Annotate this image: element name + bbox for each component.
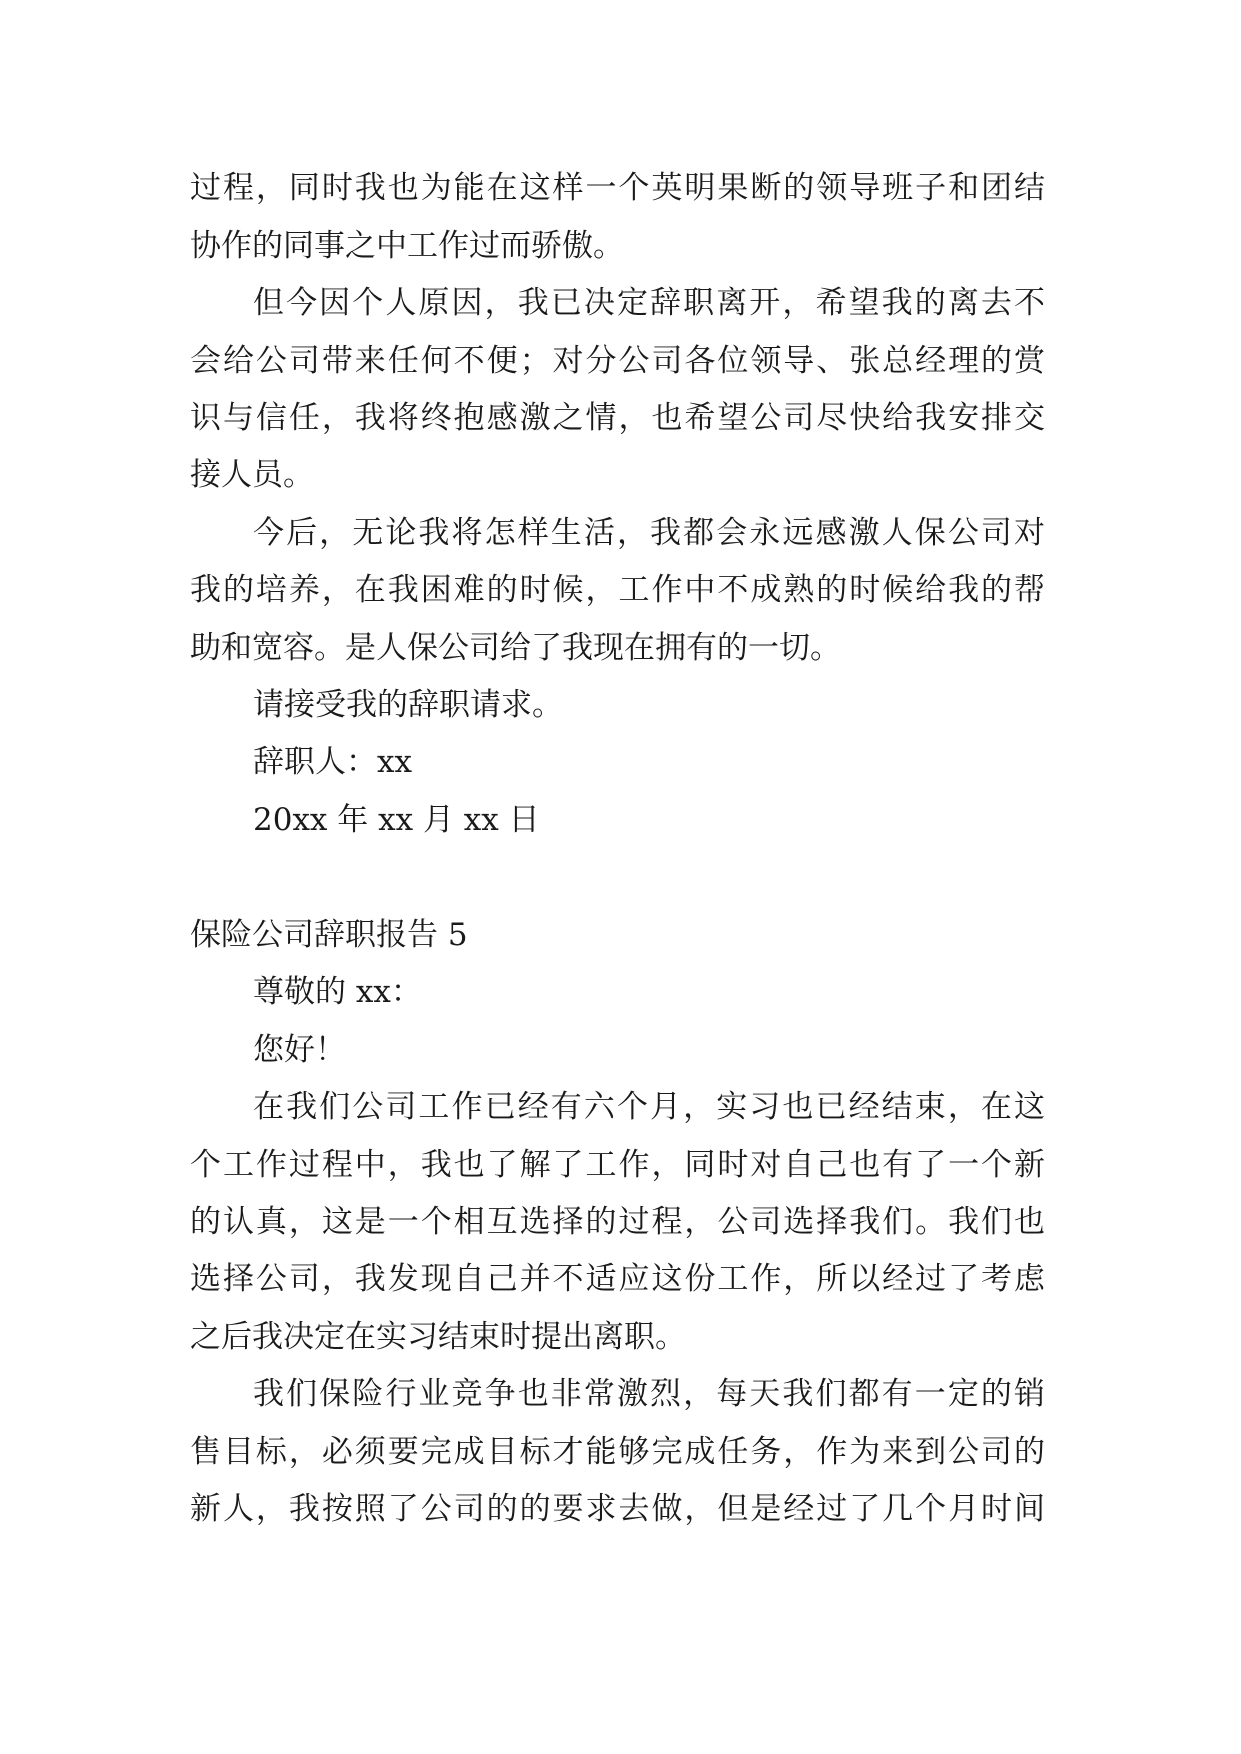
paragraph-line: 但今因个人原因，我已决定辞职离开，希望我的离去不 — [253, 285, 1045, 321]
paragraph-line: 我们保险行业竞争也非常激烈，每天我们都有一定的销 — [253, 1376, 1045, 1412]
paragraph-line: 今后，无论我将怎样生活，我都会永远感激人保公司对 — [253, 515, 1045, 551]
request-line: 请接受我的辞职请求。 — [253, 687, 563, 723]
paragraph-line: 识与信任，我将终抱感激之情，也希望公司尽快给我安排交 — [190, 400, 1045, 436]
date-line: 20xx 年 xx 月 xx 日 — [253, 802, 540, 838]
greeting-line: 您好！ — [253, 1032, 346, 1068]
paragraph-line: 售目标，必须要完成目标才能够完成任务，作为来到公司的 — [190, 1434, 1045, 1470]
paragraph-line: 之后我决定在实习结束时提出离职。 — [190, 1319, 686, 1355]
paragraph-line: 接人员。 — [190, 457, 314, 493]
salutation-line: 尊敬的 xx： — [253, 974, 422, 1010]
paragraph-line: 会给公司带来任何不便；对分公司各位领导、张总经理的赏 — [190, 343, 1045, 379]
paragraph-line: 在我们公司工作已经有六个月，实习也已经结束，在这 — [253, 1089, 1045, 1125]
signer-line: 辞职人：xx — [253, 744, 412, 780]
paragraph-line: 新人，我按照了公司的的要求去做，但是经过了几个月时间 — [190, 1491, 1045, 1527]
paragraph-line: 过程，同时我也为能在这样一个英明果断的领导班子和团结 — [190, 170, 1045, 206]
section-title: 保险公司辞职报告 5 — [190, 917, 468, 953]
paragraph-line: 协作的同事之中工作过而骄傲。 — [190, 228, 624, 264]
paragraph-line: 的认真，这是一个相互选择的过程，公司选择我们。我们也 — [190, 1204, 1045, 1240]
paragraph-line: 我的培养，在我困难的时候，工作中不成熟的时候给我的帮 — [190, 572, 1045, 608]
paragraph-line: 选择公司，我发现自己并不适应这份工作，所以经过了考虑 — [190, 1261, 1045, 1297]
paragraph-line: 个工作过程中，我也了解了工作，同时对自己也有了一个新 — [190, 1147, 1045, 1183]
paragraph-line: 助和宽容。是人保公司给了我现在拥有的一切。 — [190, 630, 841, 666]
